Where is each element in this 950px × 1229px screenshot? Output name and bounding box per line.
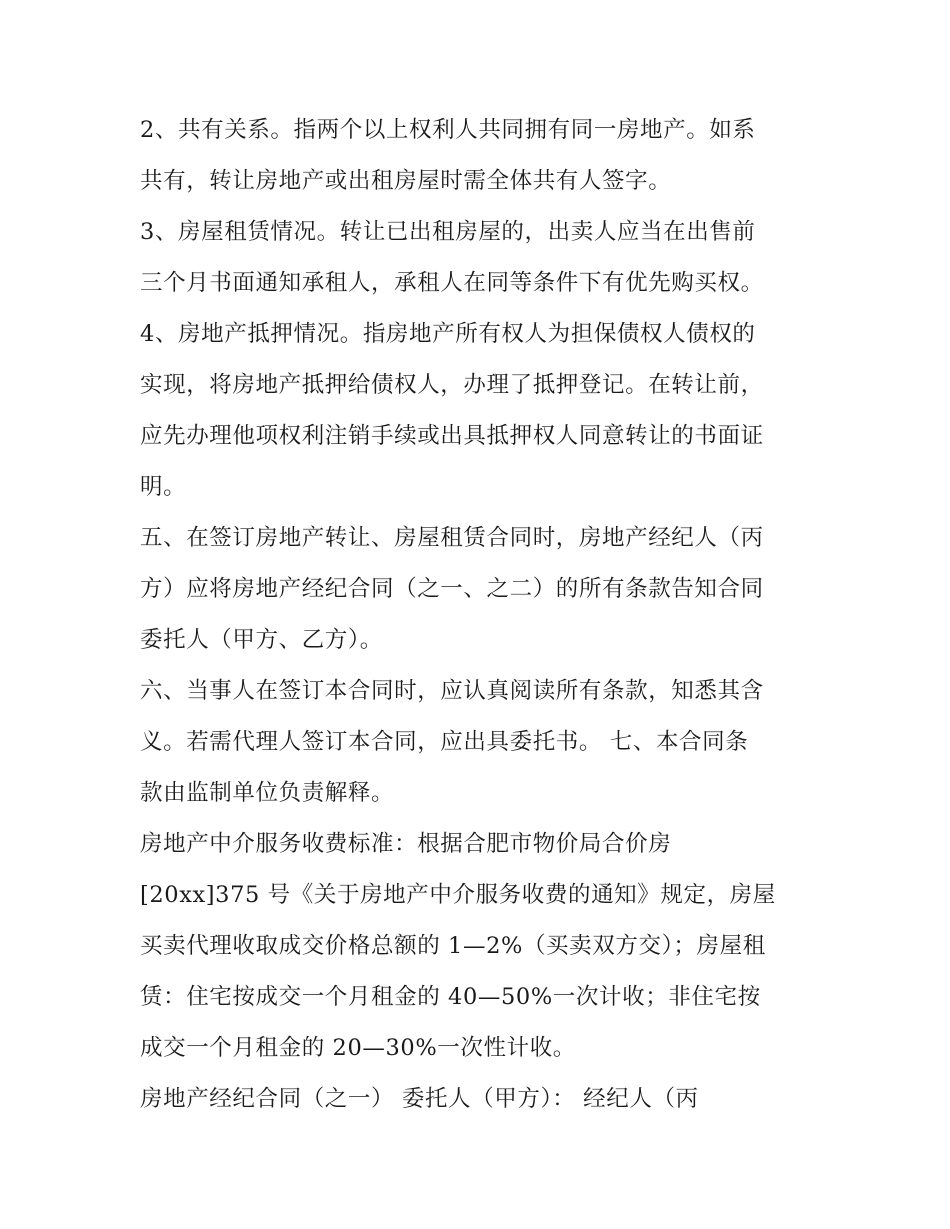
text-line: [20xx]375 号《关于房地产中介服务收费的通知》规定，房屋: [140, 882, 776, 908]
text-line: 三个月书面通知承租人，承租人在同等条件下有优先购买权。: [140, 270, 764, 296]
text-line: 房地产经纪合同（之一） 委托人（甲方）： 经纪人（丙: [140, 1086, 699, 1112]
text-line: 实现，将房地产抵押给债权人，办理了抵押登记。在转让前，: [140, 372, 764, 398]
text-line: 款由监制单位负责解释。: [140, 780, 395, 806]
text-line: 明。: [140, 474, 187, 500]
text-line: 成交一个月租金的 20—30%一次性计收。: [140, 1035, 576, 1061]
text-line: 五、在签订房地产转让、房屋租赁合同时，房地产经纪人（丙: [140, 525, 764, 551]
text-line: 4、房地产抵押情况。指房地产所有权人为担保债权人债权的: [140, 321, 756, 347]
document-body: [140, 105, 820, 1125]
text-line: 房地产中介服务收费标准：根据合肥市物价局合价房: [140, 831, 672, 857]
text-line: 应先办理他项权利注销手续或出具抵押权人同意转让的书面证: [140, 423, 764, 449]
text-line: 委托人（甲方、乙方）。: [140, 627, 383, 653]
text-line: 买卖代理收取成交价格总额的 1—2%（买卖双方交）；房屋租: [140, 933, 766, 959]
text-line: 共有，转让房地产或出租房屋时需全体共有人签字。: [140, 168, 672, 194]
text-line: 义。若需代理人签订本合同，应出具委托书。 七、本合同条: [140, 729, 749, 755]
text-line: 赁：住宅按成交一个月租金的 40—50%一次计收；非住宅按: [140, 984, 761, 1010]
text-line: 2、共有关系。指两个以上权利人共同拥有同一房地产。如系: [140, 117, 756, 143]
text-line: 3、房屋租赁情况。转让已出租房屋的，出卖人应当在出售前: [140, 219, 756, 245]
text-line: 六、当事人在签订本合同时，应认真阅读所有条款，知悉其含: [140, 678, 764, 704]
text-line: 方）应将房地产经纪合同（之一、之二）的所有条款告知合同: [140, 576, 764, 602]
